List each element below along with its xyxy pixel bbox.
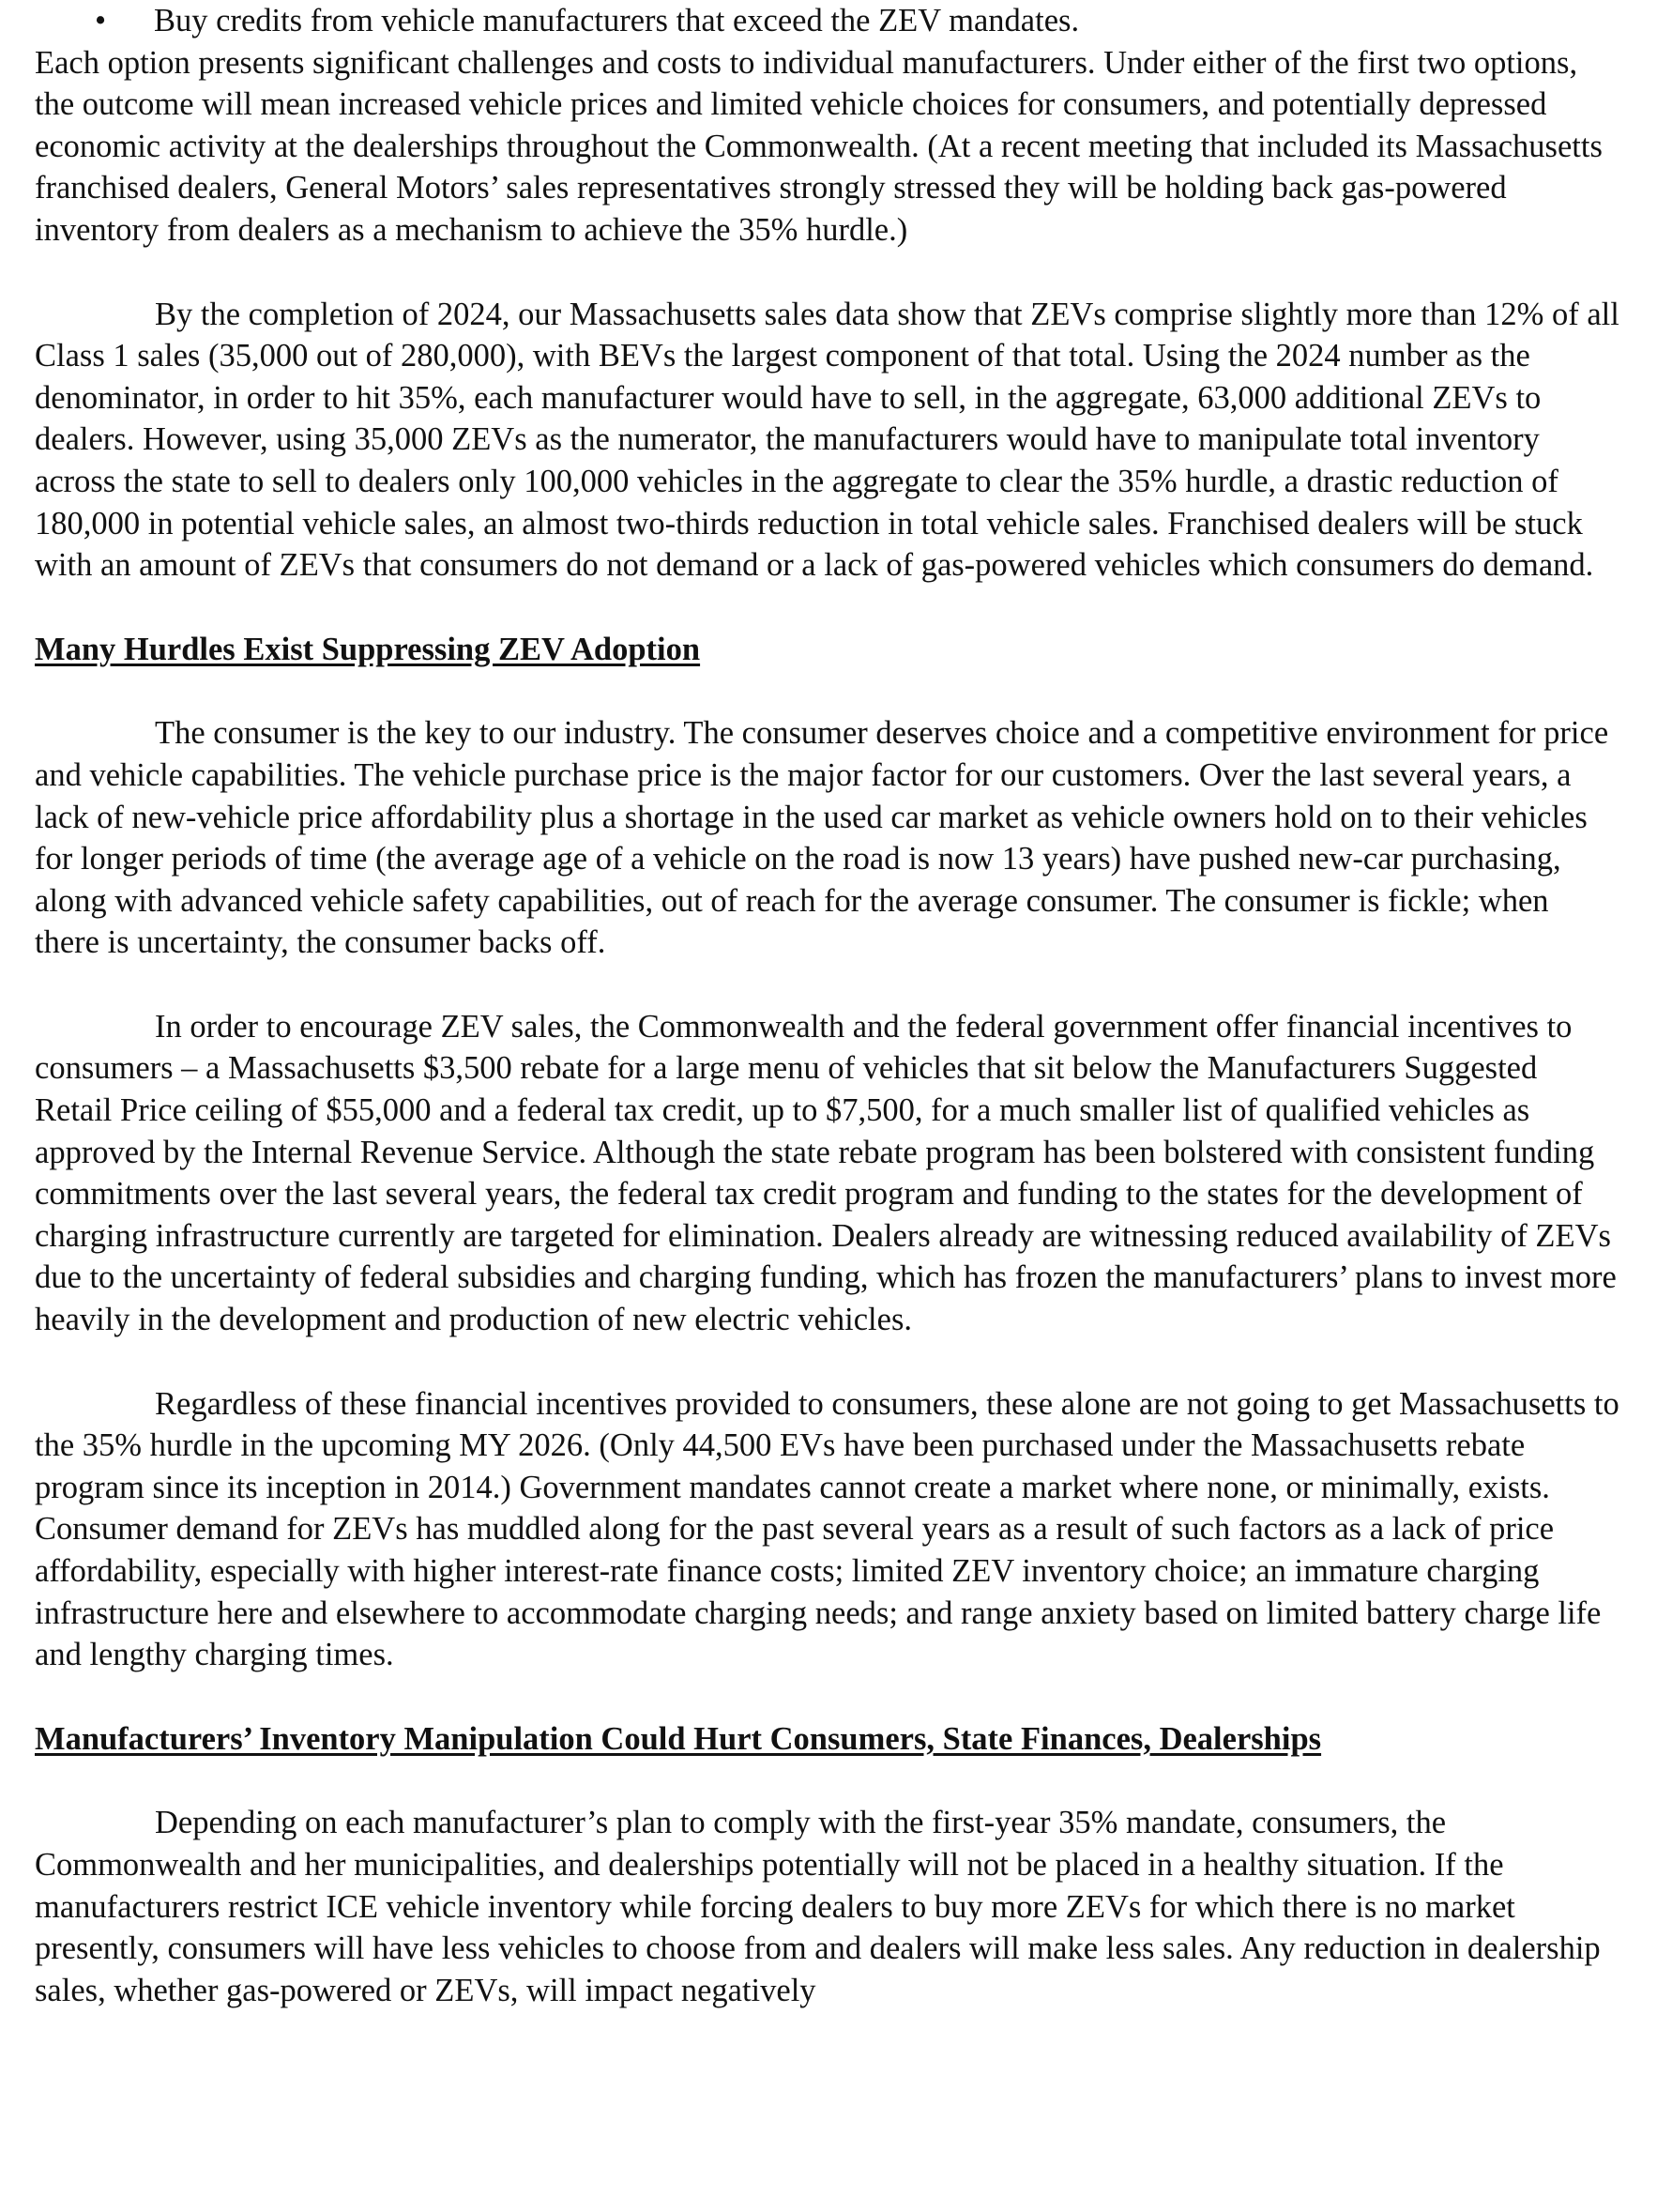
incentives-paragraph: In order to encourage ZEV sales, the Commonwealth and the federal government offer financial incentives to consumers – a Massachusetts $3,500 rebate for a large menu of vehicles that sit below the Manufacturers Suggested Retail Price ceiling of $55,000 and a federal tax credit, up to $7,500, for a much smaller list of qualified vehicles as approved by the Internal Revenue Service. Although the state rebate program has been bolstered with consistent funding commitments over the last several years, the federal tax credit program and funding to the states for the development of charging infrastructure currently are targeted for elimination. Dealers already are witnessing reduced availability of ZEVs due to the uncertainty of federal subsidies and charging funding, which has frozen the manufacturers’ plans to invest more heavily in the development and production of new electric vehicles. bbox=[35, 1008, 1617, 1338]
mandates-paragraph: Regardless of these financial incentives provided to consumers, these alone are not going to get Massachusetts to the 35% hurdle in the upcoming MY 2026. (Only 44,500 EVs have been purchased under the Massachusetts rebate program since its inception in 2014.) Government mandates cannot create a market where none, or minimally, exists. Consumer demand for ZEVs has muddled along for the past several years as a result of such factors as a lack of price affordability, especially with higher interest-rate finance costs; limited ZEV inventory choice; an immature charging infrastructure here and elsewhere to accommodate charging needs; and range anxiety based on limited battery charge life and lengthy charging times. bbox=[35, 1385, 1619, 1673]
consumer-paragraph: The consumer is the key to our industry. The consumer deserves choice and a competitive environment for price and vehicle capabilities. The vehicle purchase price is the major factor for our customers. Over the last several years, a lack of new-vehicle price affordability plus a shortage in the used car market as vehicle owners hold on to their vehicles for longer periods of time (the average age of a vehicle on the road is now 13 years) have pushed new-car purchasing, along with advanced vehicle safety capabilities, out of reach for the average consumer. The consumer is fickle; when there is uncertainty, the consumer backs off. bbox=[35, 715, 1609, 961]
intro-paragraph: Each option presents significant challenges and costs to individual manufacturers. Under either of the first two options, the outcome will mean increased vehicle prices and limited vehicle choices for consumers, and potentially depressed economic activity at the dealerships throughout the Commonwealth. (At a recent meeting that included its Massachusetts franchised dealers, General Motors’ sales representatives strongly stressed they will be holding back gas-powered inventory from dealers as a mechanism to achieve the 35% hurdle.) bbox=[35, 44, 1603, 248]
paragraph-gap bbox=[35, 1341, 1620, 1383]
paragraph-gap bbox=[35, 964, 1620, 1006]
paragraph-gap bbox=[35, 252, 1620, 294]
inventory-paragraph: Depending on each manufacturer’s plan to comply with the first-year 35% mandate, consumers, the Commonwealth and her municipalities, and dealerships potentially will not be placed in a healthy situation. If the manufacturers restrict ICE vehicle inventory while forcing dealers to buy more ZEVs for which there is no market presently, consumers will have less vehicles to choose from and dealers will make less sales. Any reduction in dealership sales, whether gas-powered or ZEVs, will impact negatively bbox=[35, 1805, 1601, 2008]
paragraph-gap bbox=[35, 1760, 1620, 1802]
section-heading-hurdles: Many Hurdles Exist Suppressing ZEV Adoption bbox=[35, 631, 701, 667]
bullet-icon: • bbox=[95, 3, 107, 38]
sales-data-paragraph: By the completion of 2024, our Massachusetts sales data show that ZEVs comprise slightly more than 12% of all Class 1 sales (35,000 out of 280,000), with BEVs the largest component of that total. Using the 2024 number as the denominator, in order to hit 35%, each manufacturer would have to sell, in the aggregate, 63,000 additional ZEVs to dealers. However, using 35,000 ZEVs as the numerator, the manufacturers would have to manipulate total inventory across the state to sell to dealers only 100,000 vehicles in the aggregate to clear the 35% hurdle, a drastic reduction of 180,000 in potential vehicle sales, an almost two-thirds reduction in total vehicle sales. Franchised dealers will be stuck with an amount of ZEVs that consumers do not demand or a lack of gas-powered vehicles which consumers do demand. bbox=[35, 296, 1619, 584]
bullet-item bbox=[35, 0, 1620, 42]
bullet-text: Buy credits from vehicle manufacturers that exceed the ZEV mandates. bbox=[154, 3, 1080, 38]
paragraph-gap bbox=[35, 1676, 1620, 1718]
paragraph-gap bbox=[35, 587, 1620, 629]
section-heading-inventory: Manufacturers’ Inventory Manipulation Could Hurt Consumers, State Finances, Dealerships bbox=[35, 1720, 1322, 1757]
paragraph-gap bbox=[35, 670, 1620, 712]
document-page bbox=[35, 0, 1620, 2011]
